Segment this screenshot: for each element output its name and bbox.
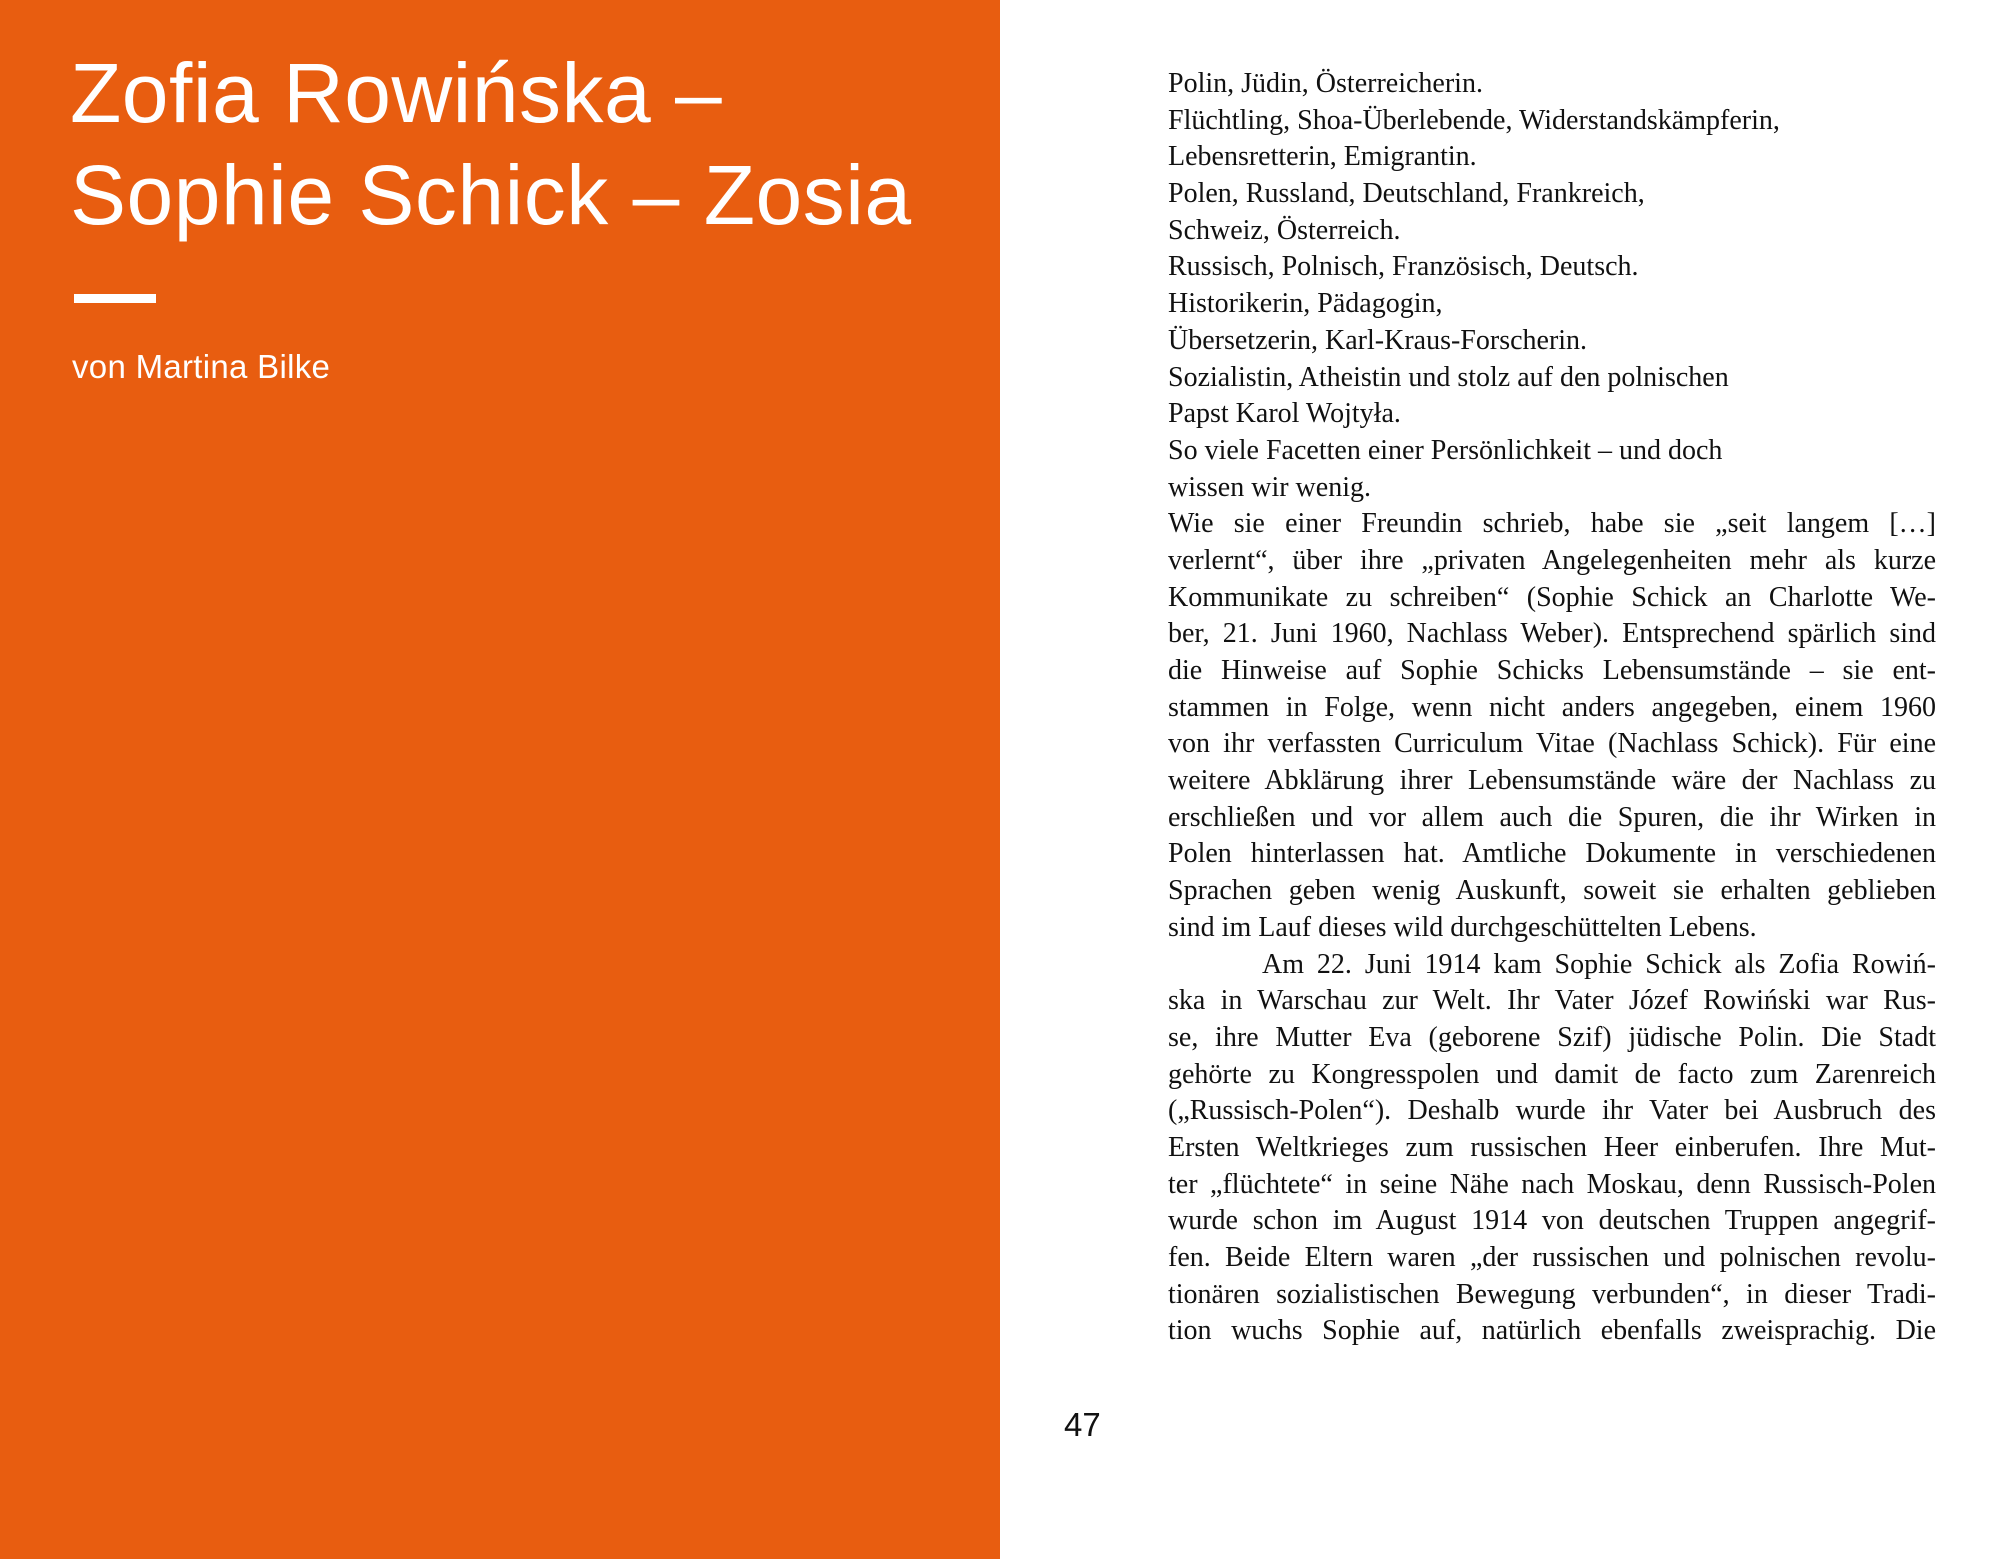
chapter-title-line: Zofia Rowińska – — [70, 46, 723, 140]
text-line: se, ihre Mutter Eva (geborene Szif) jüdische Polin. Die Stadt — [1168, 1021, 1936, 1053]
text-line: verlernt“, über ihre „privaten Angelegenheiten mehr als kurze — [1168, 544, 1936, 576]
text-line: erschließen und vor allem auch die Spuren, die ihr Wirken in — [1168, 801, 1936, 833]
text-line: Historikerin, Pädagogin, — [1168, 288, 1443, 320]
chapter-title-line: Sophie Schick – Zosia — [70, 148, 912, 242]
text-line: von ihr verfassten Curriculum Vitae (Nachlass Schick). Für eine — [1168, 728, 1936, 760]
page-number: 47 — [1064, 1406, 1101, 1443]
text-line: Übersetzerin, Karl-Kraus-Forscherin. — [1168, 324, 1588, 356]
text-line: fen. Beide Eltern waren „der russischen und polnischen revolu- — [1168, 1242, 1936, 1273]
text-line: Flüchtling, Shoa-Überlebende, Widerstandskämpferin, — [1168, 104, 1780, 136]
text-line: Sprachen geben wenig Auskunft, soweit sie erhalten geblieben — [1168, 875, 1936, 907]
text-line: ber, 21. Juni 1960, Nachlass Weber). Entsprechend spärlich sind — [1168, 618, 1936, 650]
text-line: gehörte zu Kongresspolen und damit de facto zum Zarenreich — [1168, 1058, 1936, 1090]
chapter-title — [70, 42, 912, 246]
text-line: sind im Lauf dieses wild durchgeschüttelten Lebens. — [1168, 911, 1757, 943]
text-line: die Hinweise auf Sophie Schicks Lebensumstände – sie ent- — [1168, 655, 1936, 686]
text-line: ska in Warschau zur Welt. Ihr Vater Józef Rowiński war Rus- — [1168, 985, 1936, 1017]
text-line: weitere Abklärung ihrer Lebensumstände wäre der Nachlass zu — [1168, 765, 1936, 797]
text-line: tionären sozialistischen Bewegung verbunden“, in dieser Tradi- — [1168, 1278, 1936, 1310]
text-line: So viele Facetten einer Persönlichkeit – und doch — [1168, 434, 1723, 466]
text-line: Ersten Weltkrieges zum russischen Heer einberufen. Ihre Mut- — [1168, 1131, 1936, 1163]
text-line: Polen hinterlassen hat. Amtliche Dokumente in verschiedenen — [1168, 838, 1936, 870]
text-line: stammen in Folge, wenn nicht anders angegeben, einem 1960 — [1168, 691, 1936, 723]
text-line: Russisch, Polnisch, Französisch, Deutsch. — [1168, 251, 1639, 283]
text-line: Papst Karol Wojtyła. — [1168, 398, 1401, 430]
text-line: Kommunikate zu schreiben“ (Sophie Schick an Charlotte We- — [1168, 581, 1936, 613]
text-line: wurde schon im August 1914 von deutschen Truppen angegrif- — [1168, 1205, 1936, 1237]
text-line: wissen wir wenig. — [1168, 471, 1371, 503]
text-line: Polin, Jüdin, Österreicherin. — [1168, 68, 1483, 99]
text-line: Schweiz, Österreich. — [1168, 214, 1401, 246]
text-line: Wie sie einer Freundin schrieb, habe sie „seit langem […] — [1168, 508, 1936, 540]
author-byline: von Martina Bilke — [72, 348, 331, 385]
text-page — [1000, 0, 2000, 1559]
text-line: tion wuchs Sophie auf, natürlich ebenfalls zweisprachig. Die — [1168, 1315, 1936, 1347]
body-text — [1168, 66, 1936, 1350]
text-line: („Russisch-Polen“). Deshalb wurde ihr Vater bei Ausbruch des — [1168, 1095, 1936, 1127]
title-rule — [74, 294, 156, 303]
text-line: Lebensretterin, Emigrantin. — [1168, 141, 1477, 173]
text-line: Sozialistin, Atheistin und stolz auf den polnischen — [1168, 361, 1729, 393]
text-line: Polen, Russland, Deutschland, Frankreich, — [1168, 178, 1645, 210]
text-line: Am 22. Juni 1914 kam Sophie Schick als Zofia Rowiń- — [1262, 948, 1936, 980]
text-line: ter „flüchtete“ in seine Nähe nach Moskau, denn Russisch-Polen — [1168, 1168, 1936, 1200]
